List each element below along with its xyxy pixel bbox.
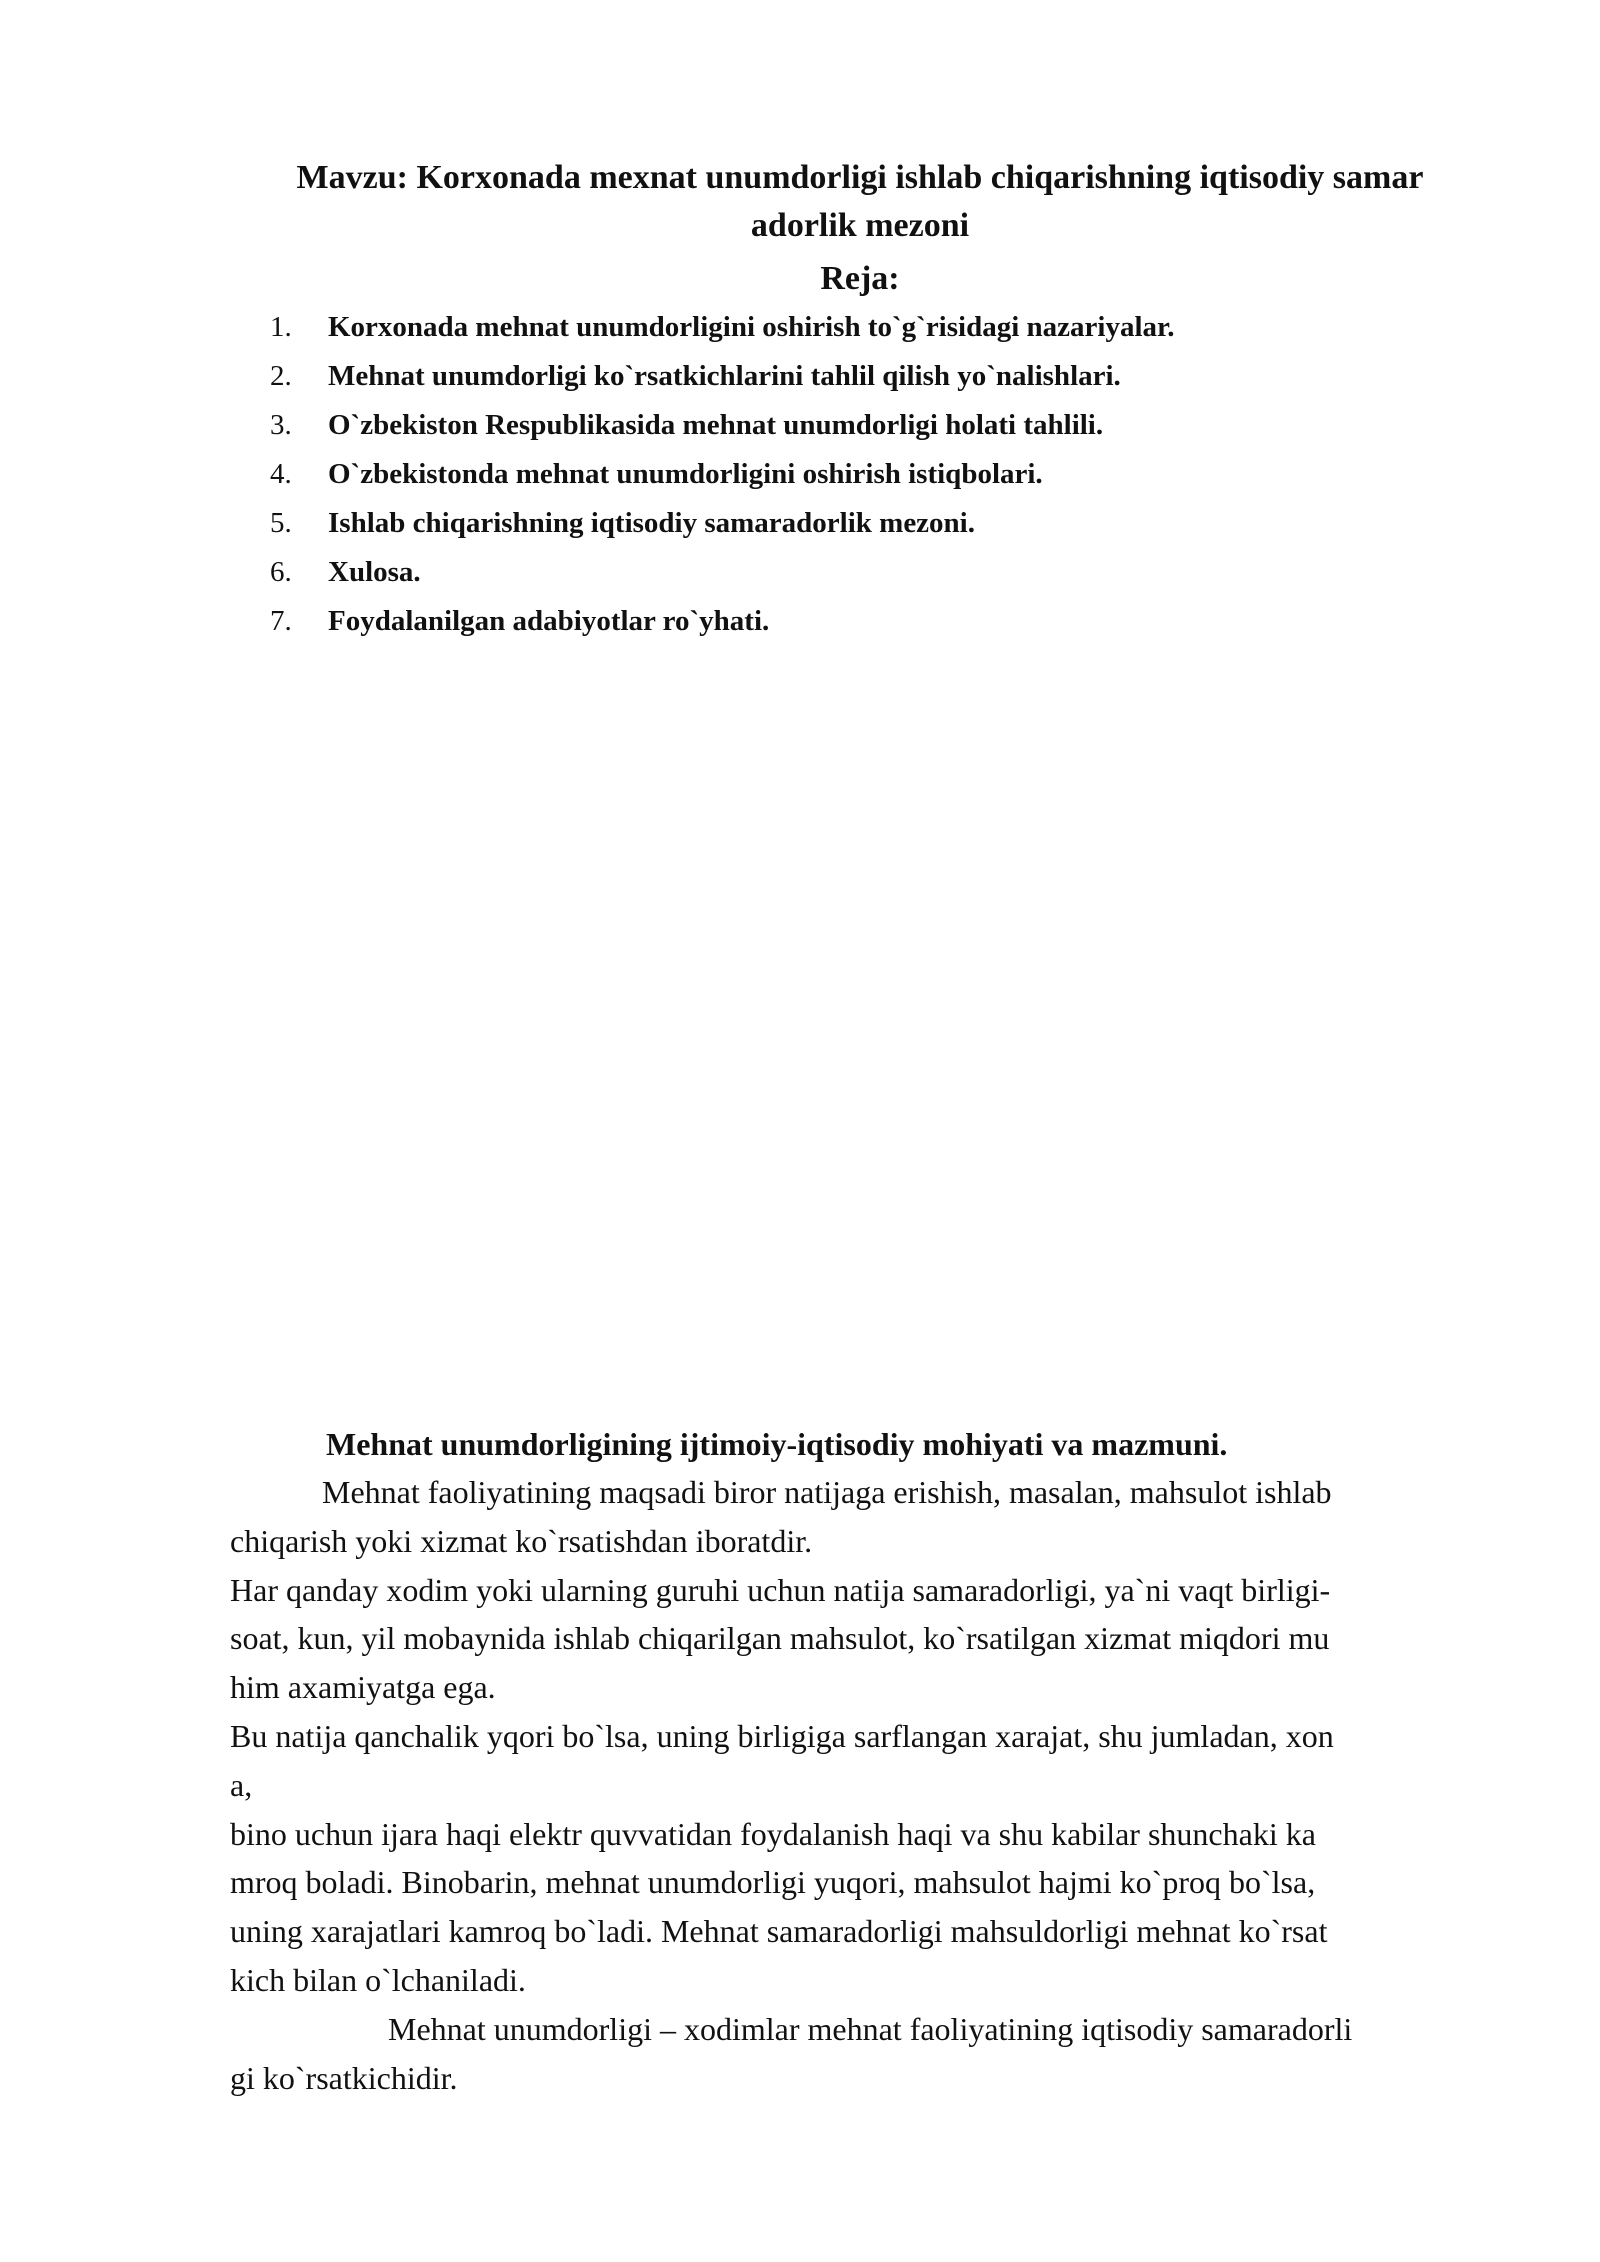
plan-item <box>270 597 1174 646</box>
plan-item-number: 5. <box>270 507 292 539</box>
plan-heading: Reja: <box>820 260 900 297</box>
document-title <box>215 154 1505 250</box>
body-line: a, <box>230 1766 253 1803</box>
body-line: Mehnat faoliyatining maqsadi biror natijaga erishish, masalan, mahsulot ishlab <box>322 1474 1332 1510</box>
plan-item-number: 1. <box>270 311 292 343</box>
plan-item-text: Ishlab chiqarishning iqtisodiy samaradorlik mezoni. <box>328 507 975 539</box>
body-line: kich bilan o`lchaniladi. <box>230 1961 526 1998</box>
body-text <box>230 1468 1352 2102</box>
body-line: soat, kun, yil mobaynida ishlab chiqarilgan mahsulot, ko`rsatilgan xizmat miqdori mu <box>230 1620 1330 1657</box>
title-line-2: adorlik mezoni <box>750 207 970 244</box>
plan-item-number: 6. <box>270 556 292 588</box>
plan-item <box>270 548 1174 597</box>
plan-list <box>270 303 1174 646</box>
plan-item <box>270 352 1174 401</box>
plan-item <box>270 303 1174 352</box>
plan-item-text: Korxonada mehnat unumdorligini oshirish to`g`risidagi nazariyalar. <box>328 311 1175 343</box>
plan-item-number: 2. <box>270 360 292 392</box>
plan-item-number: 7. <box>270 605 292 637</box>
plan-item-text: O`zbekistonda mehnat unumdorligini oshirish istiqbolari. <box>328 458 1043 490</box>
body-line: gi ko`rsatkichidir. <box>230 2059 458 2096</box>
plan-item-text: Xulosa. <box>328 556 421 588</box>
plan-item <box>270 401 1174 450</box>
plan-item-number: 3. <box>270 409 292 441</box>
plan-item-text: O`zbekiston Respublikasida mehnat unumdorligi holati tahlili. <box>328 409 1104 441</box>
plan-item-text: Foydalanilgan adabiyotlar ro`yhati. <box>328 605 770 637</box>
body-line: chiqarish yoki xizmat ko`rsatishdan iboratdir. <box>230 1522 813 1559</box>
body-line: Mehnat unumdorligi – xodimlar mehnat faoliyatining iqtisodiy samaradorli <box>388 2010 1353 2047</box>
plan-item <box>270 499 1174 548</box>
body-line: uning xarajatlari kamroq bo`ladi. Mehnat samaradorligi mahsuldorligi mehnat ko`rsat <box>230 1913 1328 1950</box>
plan-item-text: Mehnat unumdorligi ko`rsatkichlarini tahlil qilish yo`nalishlari. <box>328 360 1121 392</box>
section-title: Mehnat unumdorligining ijtimoiy-iqtisodiy mohiyati va mazmuni. <box>326 1426 1228 1462</box>
plan-item-number: 4. <box>270 458 292 490</box>
body-line: him axamiyatga ega. <box>230 1669 496 1706</box>
body-line: Har qanday xodim yoki ularning guruhi uchun natija samaradorligi, ya`ni vaqt birligi- <box>230 1571 1331 1608</box>
body-line: Bu natija qanchalik yqori bo`lsa, uning birligiga sarflangan xarajat, shu jumladan, xon <box>230 1717 1334 1754</box>
body-line: bino uchun ijara haqi elektr quvvatidan foydalanish haqi va shu kabilar shunchaki ka <box>230 1815 1316 1852</box>
plan-item <box>270 450 1174 499</box>
title-line-1: Mavzu: Korxonada mexnat unumdorligi ishlab chiqarishning iqtisodiy samar <box>296 159 1424 196</box>
body-line: mroq boladi. Binobarin, mehnat unumdorligi yuqori, mahsulot hajmi ko`proq bo`lsa, <box>230 1864 1316 1901</box>
